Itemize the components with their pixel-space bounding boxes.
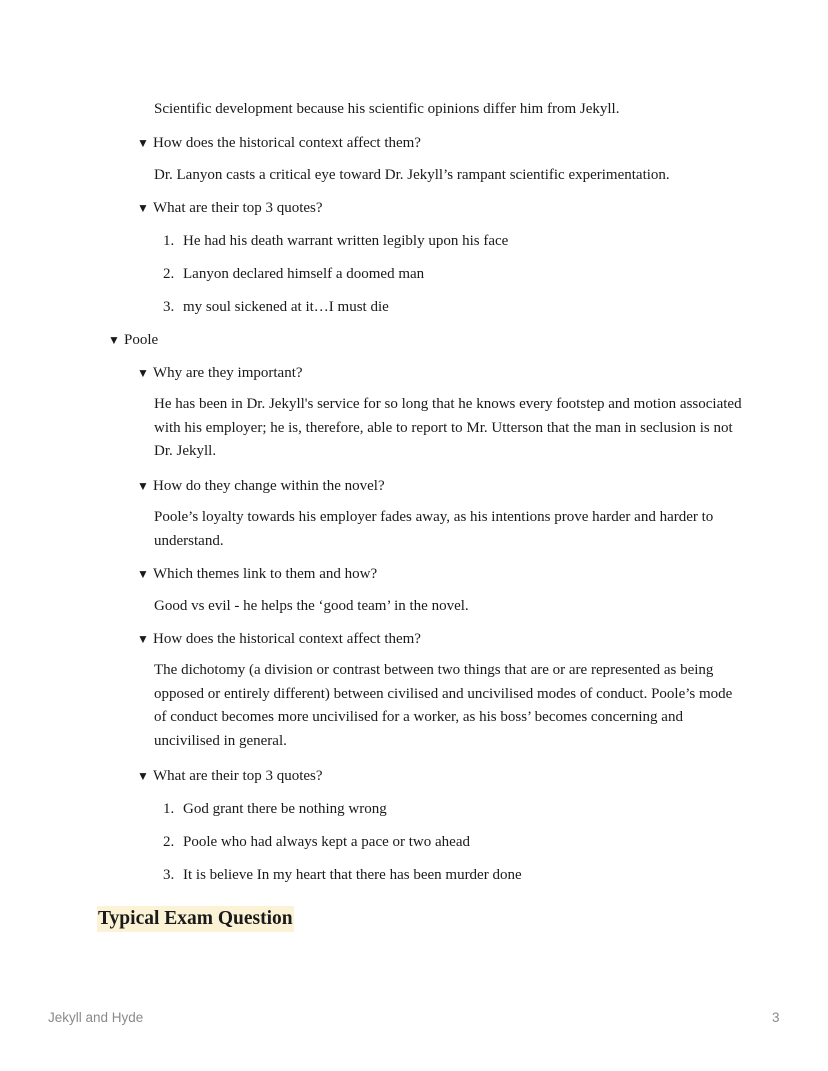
toggle-label: How does the historical context affect them?	[153, 631, 421, 647]
toggle-poole-historical[interactable]	[137, 629, 421, 649]
triangle-down-icon[interactable]: ▼	[137, 366, 149, 380]
poole-themes-answer: Good vs evil - he helps the ‘good team’ in the novel.	[154, 598, 469, 614]
toggle-label: Why are they important?	[153, 365, 303, 381]
list-number: 1.	[163, 801, 175, 817]
list-item	[163, 832, 470, 852]
triangle-down-icon[interactable]: ▼	[137, 567, 149, 581]
toggle-lanyon-quotes[interactable]	[137, 198, 323, 218]
toggle-poole-change[interactable]	[137, 476, 385, 496]
list-item	[163, 799, 387, 819]
triangle-down-icon[interactable]: ▼	[137, 769, 149, 783]
toggle-poole-themes[interactable]	[137, 564, 377, 584]
poole-change-answer: Poole’s loyalty towards his employer fades away, as his intentions prove harder and harder to understand.	[154, 509, 714, 549]
quote-text: my soul sickened at it…I must die	[183, 299, 389, 315]
list-number: 2.	[163, 266, 175, 282]
list-item	[163, 865, 522, 885]
toggle-label: Which themes link to them and how?	[153, 566, 378, 582]
triangle-down-icon[interactable]: ▼	[137, 136, 149, 150]
quote-text: Poole who had always kept a pace or two ahead	[183, 834, 470, 850]
triangle-down-icon[interactable]: ▼	[108, 333, 120, 347]
toggle-label: How do they change within the novel?	[153, 478, 385, 494]
toggle-lanyon-historical[interactable]	[137, 133, 421, 153]
quote-text: God grant there be nothing wrong	[183, 801, 387, 817]
toggle-label: What are their top 3 quotes?	[153, 768, 323, 784]
page-number: 3	[772, 1010, 780, 1025]
lanyon-historical-answer: Dr. Lanyon casts a critical eye toward Dr. Jekyll’s rampant scientific experimentation.	[154, 167, 670, 183]
triangle-down-icon[interactable]: ▼	[137, 201, 149, 215]
toggle-poole[interactable]	[108, 330, 158, 350]
toggle-label: What are their top 3 quotes?	[153, 200, 323, 216]
list-item	[163, 264, 424, 284]
toggle-label: How does the historical context affect them?	[153, 135, 421, 151]
toggle-poole-quotes[interactable]	[137, 766, 323, 786]
lanyon-scientific-text: Scientific development because his scientific opinions differ him from Jekyll.	[154, 101, 620, 117]
section-heading: Typical Exam Question	[97, 906, 294, 932]
list-item	[163, 231, 508, 251]
quote-text: He had his death warrant written legibly upon his face	[183, 233, 509, 249]
character-name: Poole	[124, 332, 159, 348]
poole-historical-answer: The dichotomy (a division or contrast between two things that are or are represented as being opposed or entirely different) between civilised and uncivilised modes of conduct. Poole’s mode of conduct becomes more uncivilised for a worker, as his boss’ becomes concerning and uncivilised in general.	[154, 662, 733, 749]
list-item	[163, 297, 389, 317]
footer-title: Jekyll and Hyde	[48, 1010, 144, 1025]
list-number: 3.	[163, 299, 175, 315]
triangle-down-icon[interactable]: ▼	[137, 632, 149, 646]
list-number: 1.	[163, 233, 175, 249]
list-number: 2.	[163, 834, 175, 850]
list-number: 3.	[163, 867, 175, 883]
triangle-down-icon[interactable]: ▼	[137, 479, 149, 493]
quote-text: It is believe In my heart that there has been murder done	[183, 867, 522, 883]
quote-text: Lanyon declared himself a doomed man	[183, 266, 425, 282]
toggle-poole-important[interactable]	[137, 363, 303, 383]
poole-important-answer: He has been in Dr. Jekyll's service for so long that he knows every footstep and motion associated with his employer; he is, therefore, able to report to Mr. Utterson that the man in seclusion is not Dr. Jekyll.	[154, 396, 742, 459]
